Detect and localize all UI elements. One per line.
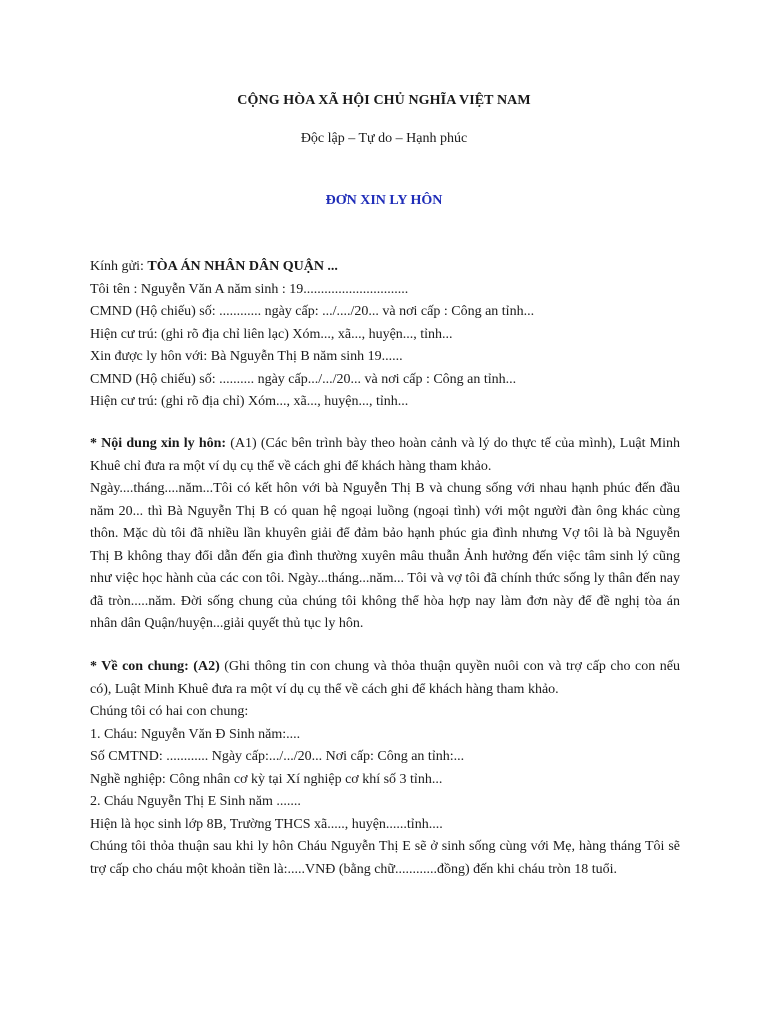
addressee-line xyxy=(90,256,680,279)
child2-line: 2. Cháu Nguyễn Thị E Sinh năm ....... xyxy=(90,794,301,809)
applicant-name-line: Tôi tên : Nguyễn Văn A năm sinh : 19.............................. xyxy=(90,281,409,297)
applicant-address-line: Hiện cư trú: (ghi rõ địa chỉ liên lạc) Xóm..., xã..., huyện..., tỉnh... xyxy=(90,326,453,342)
children-count-line: Chúng tôi có hai con chung: xyxy=(90,704,249,719)
content-intro-text: (A1) (Các bên trình bày theo hoàn cảnh và lý do thực tế của mình), Luật Minh Khuê chỉ đưa ra một ví dụ cụ thể về cách ghi để khách hàng tham khảo. xyxy=(90,436,680,474)
motto: Độc lập – Tự do – Hạnh phúc xyxy=(300,131,468,146)
addressee-label: Kính gửi: xyxy=(90,259,148,274)
child1-id-line: Số CMTND: ............ Ngày cấp:.../.../20... Nơi cấp: Công an tỉnh:... xyxy=(90,749,465,764)
child2-school-line: Hiện là học sinh lớp 8B, Trường THCS xã....., huyện......tỉnh.... xyxy=(90,816,443,832)
divorce-content-section xyxy=(90,433,680,636)
spouse-id-line: CMND (Hộ chiếu) số: .......... ngày cấp.../.../20... và nơi cấp : Công an tỉnh... xyxy=(90,371,517,387)
spouse-name-line: Xin được ly hôn với: Bà Nguyễn Thị B năm sinh 19...... xyxy=(90,349,403,364)
spouse-address-line: Hiện cư trú: (ghi rõ địa chỉ) Xóm..., xã..., huyện..., tỉnh... xyxy=(90,394,409,409)
children-heading: * Về con chung: (A2) xyxy=(90,659,220,674)
content-body: Ngày....tháng....năm...Tôi có kết hôn với bà Nguyễn Thị B và chung sống với nhau hạnh phúc đến đầu năm 20... thì Bà Nguyễn Thị B có quan hệ ngoại luồng (ngoại tình) với một người đàn ông khác cùng thôn. Mặc dù tôi đã nhiều lần khuyên giải để đảm bảo hạnh phúc gia đình nhưng Vợ tôi là bà Nguyễn Thị B không thay đổi dẫn đến gia đình thường xuyên mâu thuẫn Ảnh hưởng đến việc tâm sinh lý cũng như việc học hành của các con tôi. Ngày...tháng...năm... Tôi và vợ tôi đã chính thức sống ly thân đến nay đã tròn.....năm. Đời sống chung của chúng tôi không thể hòa hợp nay làm đơn này để đề nghị tòa án nhân dân Quận/huyện...giải quyết thủ tục ly hôn. xyxy=(90,481,680,631)
child1-job-line: Nghề nghiệp: Công nhân cơ kỳ tại Xí nghiệp cơ khí số 3 tỉnh... xyxy=(90,771,443,787)
addressee-value: TÒA ÁN NHÂN DÂN QUẬN ... xyxy=(147,259,338,274)
children-intro-text: (Ghi thông tin con chung và thỏa thuận quyền nuôi con và trợ cấp cho con nếu có), Luật Minh Khuê đưa ra một ví dụ cụ thể về cách ghi để khách hàng tham khảo. xyxy=(90,659,680,697)
content-heading: * Nội dung xin ly hôn: xyxy=(90,436,227,451)
applicant-id-line: CMND (Hộ chiếu) số: ............ ngày cấp: .../..../20... và nơi cấp : Công an tỉnh... xyxy=(90,304,535,319)
children-section xyxy=(90,656,680,881)
content-intro xyxy=(90,433,680,478)
child-support-paragraph: Chúng tôi thỏa thuận sau khi ly hôn Cháu Nguyễn Thị E sẽ ở sinh sống cùng với Mẹ, hàng tháng Tôi sẽ trợ cấp cho cháu một khoản tiền là:.....VNĐ (bằng chữ............đồng) đến khi cháu tròn 18 tuổi. xyxy=(90,839,680,877)
country-heading: CỘNG HÒA XÃ HỘI CHỦ NGHĨA VIỆT NAM xyxy=(237,93,531,108)
document-title: ĐƠN XIN LY HÔN xyxy=(325,193,443,208)
child1-line: 1. Cháu: Nguyễn Văn Đ Sinh năm:.... xyxy=(90,726,301,742)
children-intro xyxy=(90,656,680,701)
applicant-info xyxy=(90,256,680,414)
